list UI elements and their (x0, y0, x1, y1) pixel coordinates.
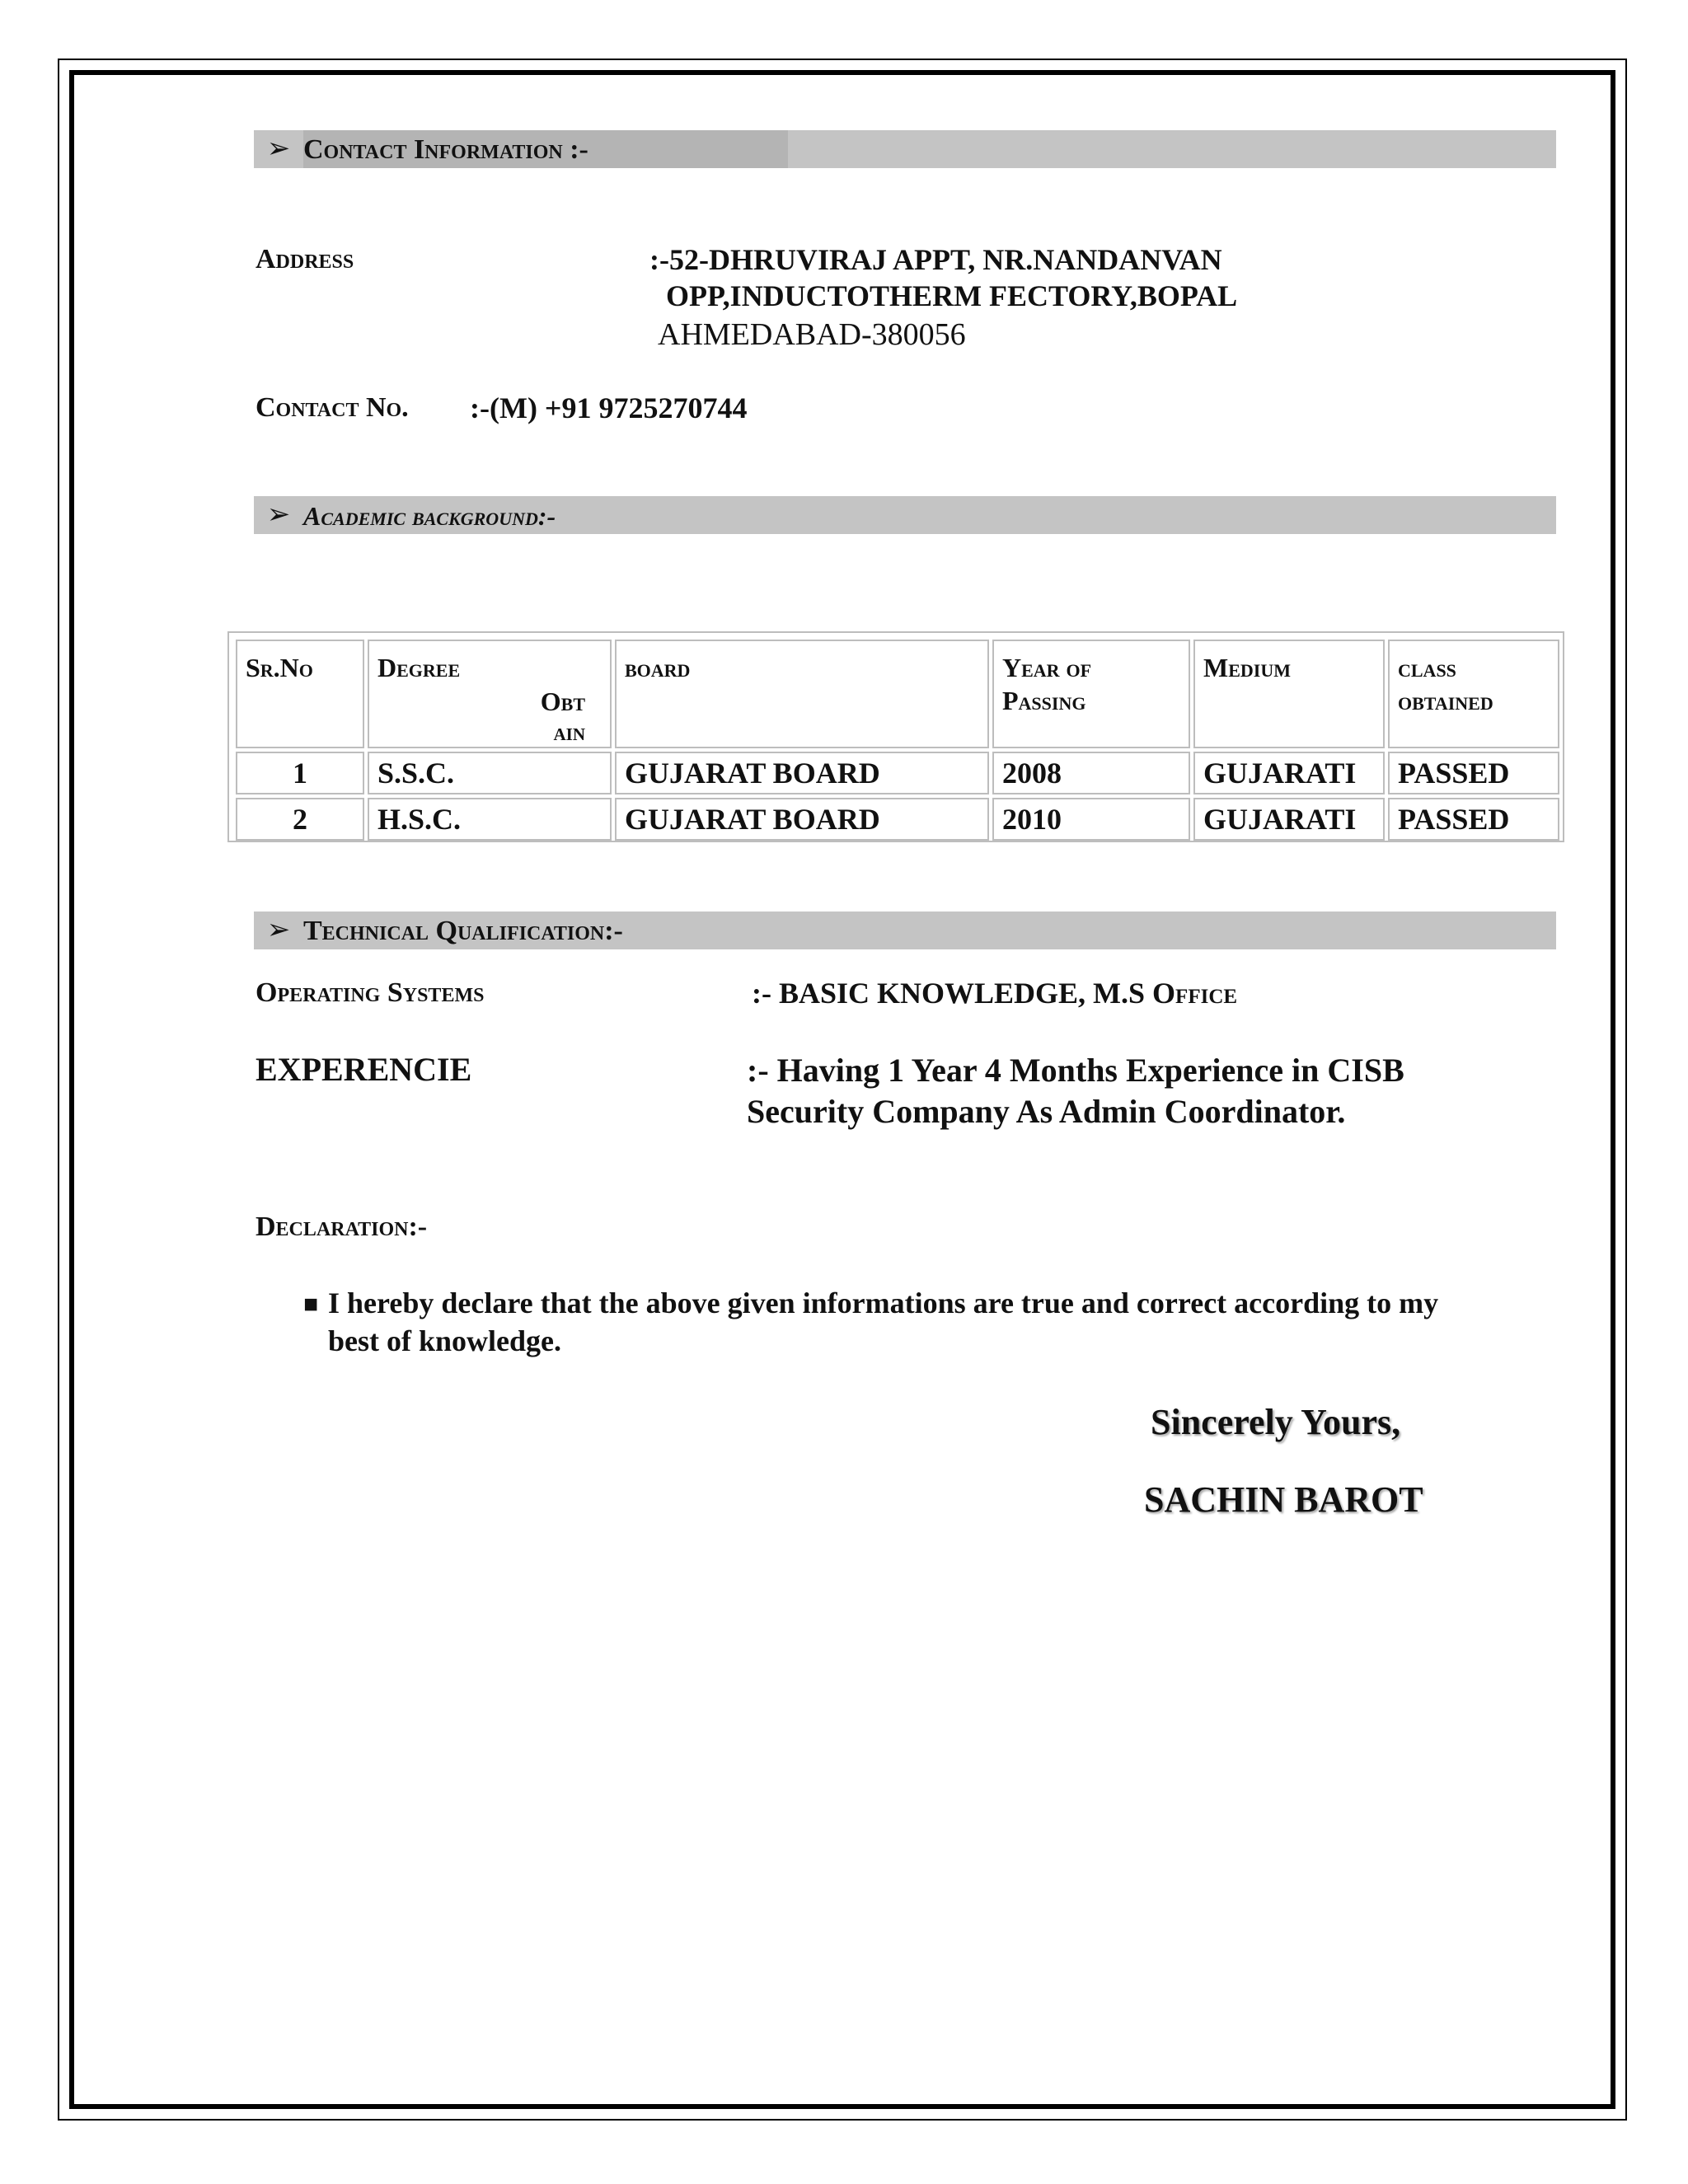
contact-number-label: Contact No. (256, 392, 409, 423)
arrow-bullet-icon: ➢ (266, 499, 291, 530)
address-line-3: AHMEDABAD-380056 (658, 317, 966, 352)
declaration-line-1: I hereby declare that the above given informations are true and correct according to my (328, 1286, 1439, 1319)
experience-value (747, 1050, 1404, 1132)
header-year-line2: Passing (1002, 686, 1086, 715)
declaration-text (328, 1284, 1564, 1360)
header-degree (368, 640, 612, 748)
technical-section-header (254, 912, 1556, 949)
header-year (992, 640, 1190, 748)
address-line-2: OPP,INDUCTOTHERM FECTORY,BOPAL (666, 279, 1238, 312)
header-class-line1: class (1398, 653, 1456, 682)
experience-line-1: :- Having 1 Year 4 Months Experience in CISB (747, 1052, 1404, 1089)
signature-name: SACHIN BAROT (1144, 1479, 1423, 1520)
header-class (1388, 640, 1559, 748)
row-board: GUJARAT BOARD (615, 798, 989, 841)
contact-number-value: :-(M) +91 9725270744 (470, 391, 748, 424)
header-class-line2: obtained (1398, 686, 1493, 715)
header-board: board (615, 640, 989, 748)
square-bullet-icon: ■ (303, 1291, 319, 1318)
row-class: PASSED (1388, 752, 1559, 794)
operating-systems-value: :- BASIC KNOWLEDGE, M.S Office (752, 977, 1238, 1010)
academic-table (227, 631, 1564, 842)
row-srno: 2 (236, 798, 364, 841)
row-class: PASSED (1388, 798, 1559, 841)
arrow-bullet-icon: ➢ (266, 915, 291, 945)
row-board: GUJARAT BOARD (615, 752, 989, 794)
experience-line-2: Security Company As Admin Coordinator. (747, 1093, 1346, 1130)
row-medium: GUJARATI (1193, 752, 1385, 794)
header-degree-ain: ain (553, 719, 585, 746)
declaration-line-2: best of knowledge. (328, 1324, 562, 1357)
address-label: Address (256, 244, 354, 274)
address-line-1: :-52-DHRUVIRAJ APPT, NR.NANDANVAN (649, 243, 1222, 276)
header-medium: Medium (1193, 640, 1385, 748)
header-degree-label: Degree (377, 653, 461, 682)
academic-section-header (254, 496, 1556, 534)
declaration-heading: Declaration:- (256, 1212, 428, 1242)
row-year: 2010 (992, 798, 1190, 841)
closing-salutation: Sincerely Yours, (1151, 1402, 1401, 1442)
header-degree-obt: Obt (540, 687, 585, 716)
table-header-row (236, 640, 1559, 748)
academic-heading: Academic background:- (303, 501, 556, 531)
technical-heading: Technical Qualification:- (303, 916, 623, 946)
arrow-bullet-icon: ➢ (266, 134, 291, 164)
header-year-line1: Year of (1002, 653, 1092, 682)
row-degree: S.S.C. (368, 752, 612, 794)
contact-section-header (254, 130, 1556, 168)
row-medium: GUJARATI (1193, 798, 1385, 841)
operating-systems-label: Operating Systems (256, 977, 485, 1008)
header-srno: Sr.No (236, 640, 364, 748)
experience-label: EXPERENCIE (256, 1051, 472, 1088)
row-degree: H.S.C. (368, 798, 612, 841)
row-year: 2008 (992, 752, 1190, 794)
table-row (236, 752, 1559, 794)
table-row (236, 798, 1559, 841)
contact-heading: Contact Information :- (303, 134, 588, 165)
row-srno: 1 (236, 752, 364, 794)
